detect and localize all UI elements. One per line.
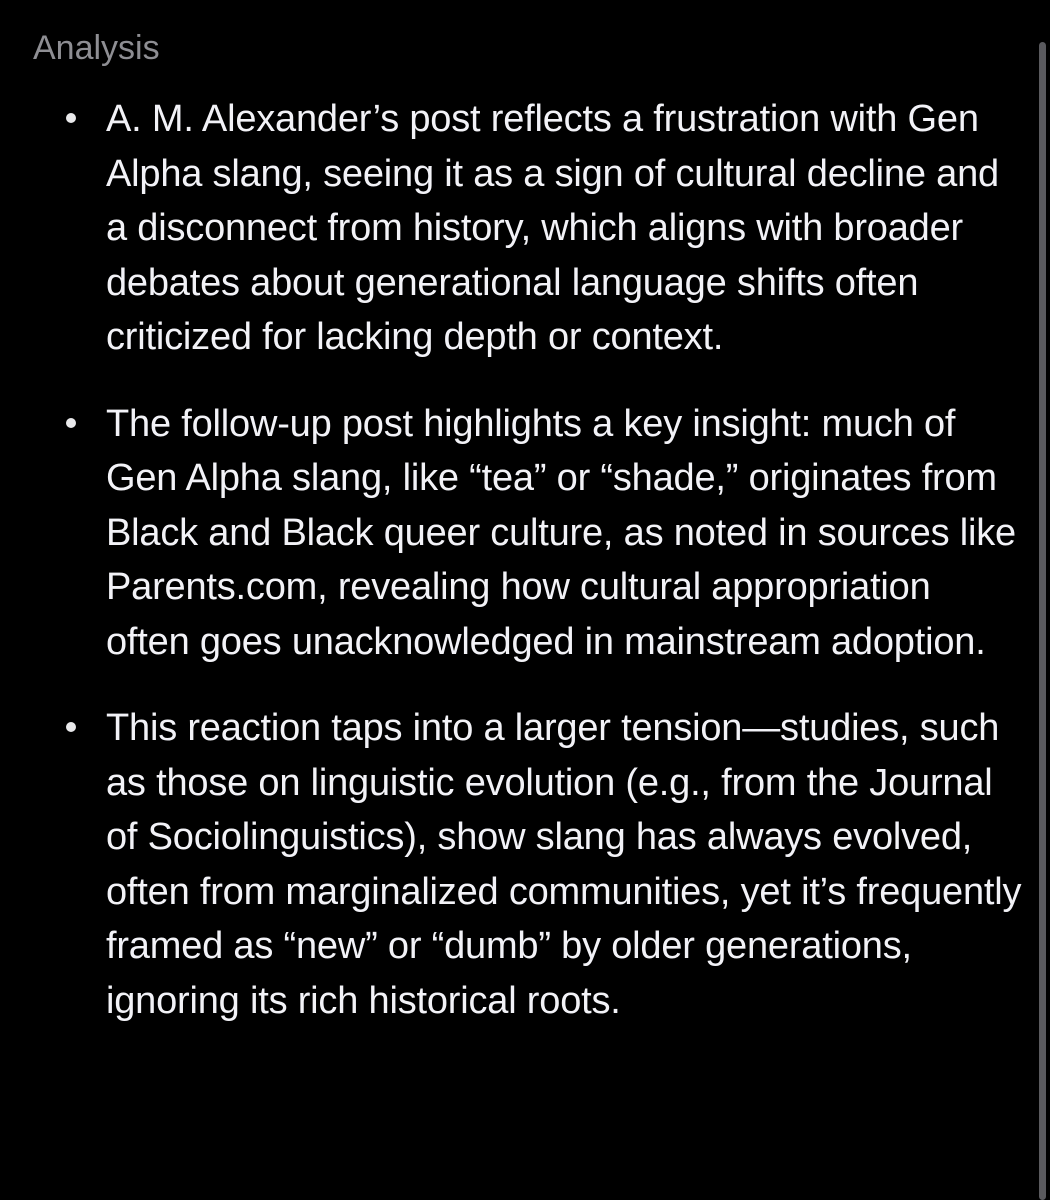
bullet-icon xyxy=(66,722,76,732)
bullet-text: A. M. Alexander’s post reflects a frustration with Gen Alpha slang, seeing it as a sign of cultural decline and a disconnect from history, which aligns with broader debates about generational language shifts often criticized for lacking depth or context. xyxy=(106,98,999,358)
bullet-icon xyxy=(66,113,76,123)
vertical-scrollbar[interactable] xyxy=(1039,42,1046,1200)
bullet-text: This reaction taps into a larger tension—studies, such as those on linguistic evolution (e.g., from the Journal of Sociolinguistics), show slang has always evolved, often from marginalized communities, yet it’s frequently framed as “new” or “dumb” by older generations, ignoring its rich historical roots. xyxy=(106,707,1022,1022)
bullet-icon xyxy=(66,418,76,428)
list-item xyxy=(0,397,1030,670)
bullet-text: The follow-up post highlights a key insight: much of Gen Alpha slang, like “tea” or “shade,” originates from Black and Black queer culture, as noted in sources like Parents.com, revealing how cultural appropriation often goes unacknowledged in mainstream adoption. xyxy=(106,402,1016,663)
list-item xyxy=(0,92,1030,365)
list-item xyxy=(0,701,1030,1028)
analysis-bullet-list xyxy=(0,92,1030,1060)
section-title: Analysis xyxy=(33,29,160,67)
